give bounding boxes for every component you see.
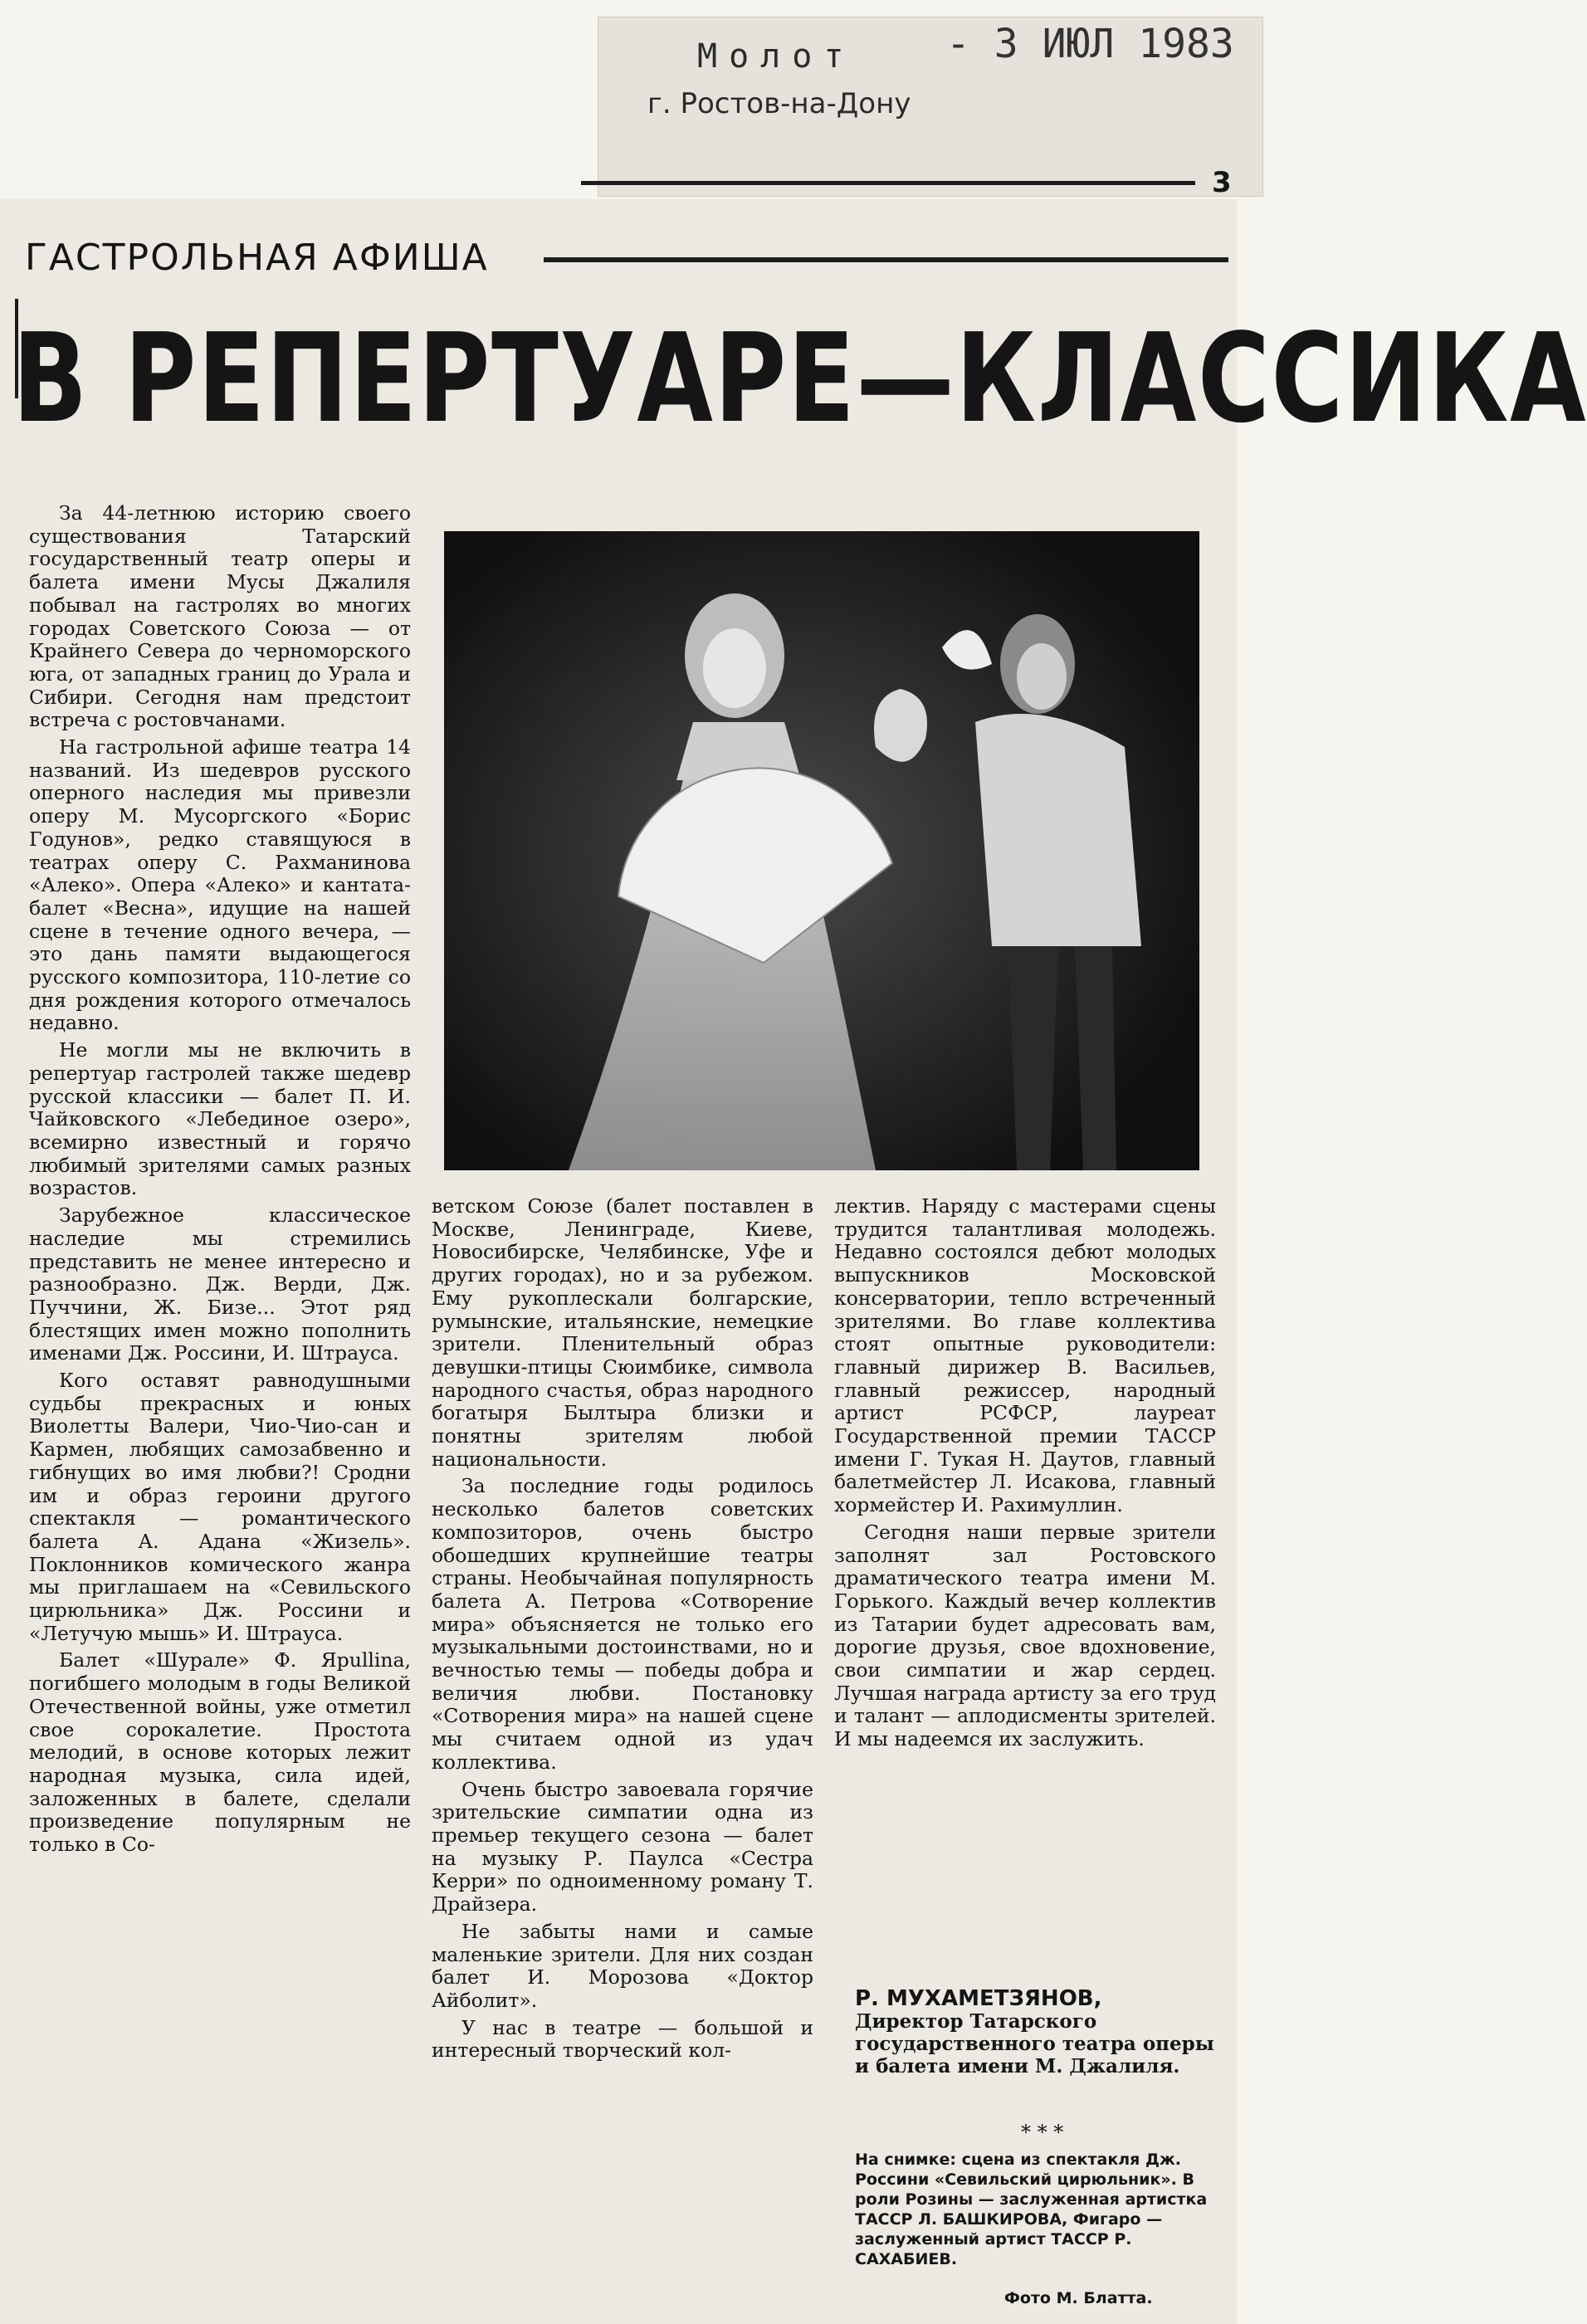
author-name: Р. МУХАМЕТЗЯНОВ, — [855, 1986, 1102, 2011]
article-column-1 — [29, 502, 411, 1857]
paragraph: У нас в театре — большой и интересный творческий кол- — [432, 2015, 813, 2063]
paragraph: Кого оставят равнодушными судьбы прекрасных и юных Виолетты Валери, Чио-Чио-сан и Кармен, любящих самозабвенно и гибнущих во имя любви?! Сродни им и образ героини другого спектакля — романтического балета А. Адана «Жизель». Поклонников комического жанра мы приглашаем на «Севильского цирюльника» Дж. Россини и «Летучую мышь» И. Штрауса. — [29, 1369, 411, 1645]
paragraph: Зарубежное классическое наследие мы стремились представить не менее интересно и разнообразно. Дж. Верди, Дж. Пуччини, Ж. Бизе... Этот ряд блестящих имен можно пополнить именами Дж. Россини, И. Штрауса. — [29, 1204, 411, 1365]
page-number: 3 — [1212, 166, 1232, 199]
paragraph: На гастрольной афише театра 14 названий. Из шедевров русского оперного наследия мы привезли оперу М. Мусоргского «Борис Годунов», редко ставящуюся в театрах оперу С. Рахманинова «Алеко». Опера «Алеко» и кантата-балет «Весна», идущие на нашей сцене в течение одного вечера, — это дань памяти выдающегося русского композитора, 110-летие со дня рождения которого отмечалось недавно. — [29, 735, 411, 1035]
paragraph: лектив. Наряду с мастерами сцены трудится талантливая молодежь. Недавно состоялся дебют молодых выпускников Московской консерватории, тепло встреченный зрителями. Во главе коллектива стоят опытные руководители: главный дирижер В. Васильев, главный режиссер, народный артист РСФСР, лауреат Государственной премии ТАССР имени Г. Тукая Н. Даутов, главный балетмейстер Л. Исакова, главный хормейстер И. Рахимуллин. — [834, 1194, 1216, 1517]
newspaper-name: Молот — [697, 37, 856, 76]
opera-scene-image — [444, 531, 1199, 1170]
paragraph: Не забыты нами и самые маленькие зрители. Для них создан балет И. Морозова «Доктор Айболит». — [432, 1919, 813, 2012]
signature — [855, 1988, 1220, 2077]
separator-stars: * * * — [1021, 2121, 1064, 2144]
photo-credit: Фото М. Блатта. — [1004, 2289, 1153, 2307]
rubric: ГАСТРОЛЬНАЯ АФИША — [25, 237, 489, 279]
date-stamp: - 3 ИЮЛ 1983 — [946, 21, 1234, 67]
newspaper-city: г. Ростов-на-Дону — [647, 87, 911, 120]
author-title: Директор Татарского государственного театра оперы и балета имени М. Джалиля. — [855, 2010, 1214, 2077]
paragraph: Сегодня наши первые зрители заполнят зал Ростовского драматического театра имени М. Горького. Каждый вечер коллектив из Татарии будет адресовать вам, дорогие друзья, свое вдохновение, свои симпатии и жар сердец. Лучшая награда артисту за его труд и талант — аплодисменты зрителей. И мы надеемся их заслужить. — [834, 1520, 1216, 1751]
paragraph: ветском Союзе (балет поставлен в Москве, Ленинграде, Киеве, Новосибирске, Челябинске, Уфе и других городах), но и за рубежом. Ему рукоплескали болгарские, румынские, итальянские, немецкие зрители. Пленительный образ девушки-птицы Сюимбике, символа народного счастья, образ народного богатыря Былтыра близки и понятны зрителям любой национальности. — [432, 1194, 813, 1471]
paragraph: Не могли мы не включить в репертуар гастролей также шедевр русской классики — балет П. И. Чайковского «Лебединое озеро», всемирно известный и горячо любимый зрителями самых разных возрастов. — [29, 1038, 411, 1200]
paragraph: Очень быстро завоевала горячие зрительские симпатии одна из премьер текущего сезона — балет на музыку Р. Паулса «Сестра Керри» по одноименному роману Т. Драйзера. — [432, 1777, 813, 1916]
stage-photo — [444, 531, 1199, 1170]
article-column-2 — [432, 1195, 813, 2063]
paragraph: За 44-летнюю историю своего существования Татарский государственный театр оперы и балета имени Мусы Джалиля побывал на гастролях во многих городах Советского Союза — от Крайнего Севера до черноморского юга, от западных границ до Урала и Сибири. Сегодня нам предстоит встреча с ростовчанами. — [29, 501, 411, 732]
photo-caption: На снимке: сцена из спектакля Дж. Россини «Севильский цирюльник». В роли Розины — заслуженная артистка ТАССР Л. БАШКИРОВА, Фигаро — заслуженный артист ТАССР Р. САХАБИЕВ. — [855, 2151, 1208, 2268]
paragraph: За последние годы родилось несколько балетов советских композиторов, очень быстро обошедших крупнейшие театры страны. Необычайная популярность балета А. Петрова «Сотворение мира» объясняется не только его музыкальными достоинствами, но и вечностью темы — победы добра и величия любви. Постановку «Сотворения мира» на нашей сцене мы считаем одной из удач коллектива. — [432, 1474, 813, 1774]
paragraph: Балет «Шурале» Ф. Ярullina, погибшего молодым в годы Великой Отечественной войны, уже отметил свое сорокалетие. Простота мелодий, в основе которых лежит народная музыка, сила идей, заложенных в балете, сделали произведение популярным не только в Со- — [29, 1648, 411, 1857]
headline: В РЕПЕРТУАРЕ—КЛАССИКА — [12, 307, 1587, 450]
rubric-rule — [544, 257, 1228, 262]
top-rule — [581, 181, 1195, 185]
article-column-3 — [834, 1195, 1216, 1751]
